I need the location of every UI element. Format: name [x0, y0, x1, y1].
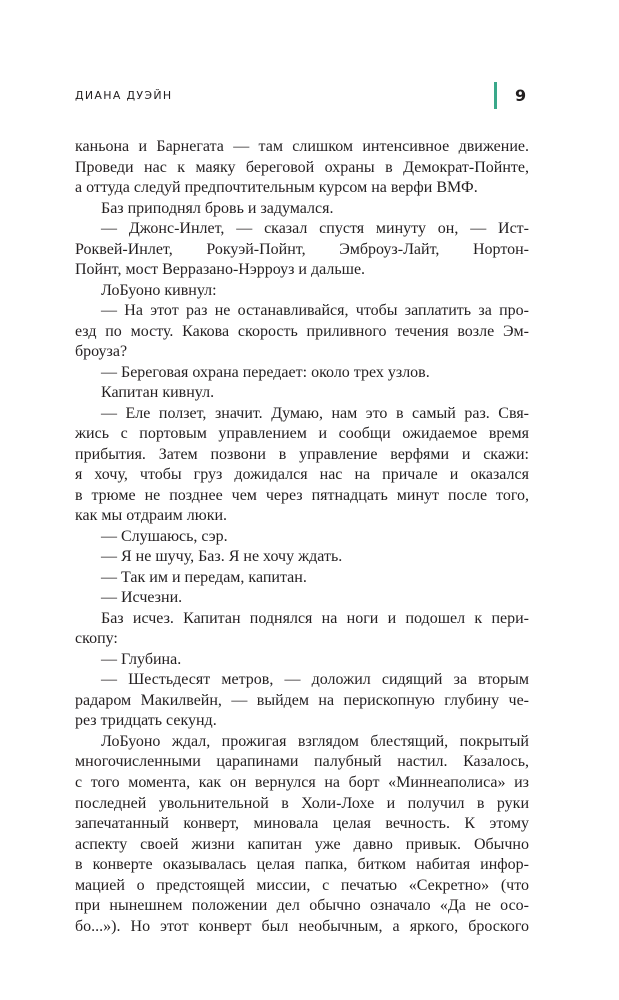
header-divider	[494, 82, 497, 109]
text-line: — Еле ползет, значит. Думаю, нам это в самый раз. Свя-	[101, 404, 529, 422]
text-line: Баз приподнял бровь и задумался.	[101, 199, 334, 217]
text-line: в конверте оказывалась целая папка, битком набитая инфор-	[75, 856, 529, 874]
text-line: аспекту своей жизни капитан уже давно привык. Обычно	[75, 835, 529, 853]
text-line: броуза?	[75, 343, 128, 361]
text-line: — Береговая охрана передает: около трех узлов.	[101, 363, 430, 381]
running-header-author: ДИАНА ДУЭЙН	[75, 89, 173, 102]
text-line: последней увольнительной в Холи-Лохе и получил в руки	[75, 794, 529, 812]
text-line: многочисленными царапинами палубный настил. Казалось,	[75, 753, 529, 771]
text-line: — Так им и передам, капитан.	[101, 568, 307, 586]
text-line: — Шестьдесят метров, — доложил сидящий за вторым	[101, 671, 529, 689]
text-line: Проведи нас к маяку береговой охраны в Демократ-Пойнте,	[75, 158, 529, 176]
text-line: — На этот раз не останавливайся, чтобы заплатить за про-	[101, 302, 529, 320]
text-line: при нынешнем положении дел обычно означало «Да не осо-	[75, 897, 529, 915]
text-line: как мы отдраим люки.	[75, 507, 228, 525]
text-line: жись с портовым управлением и сообщи ожидаемое время	[75, 425, 529, 443]
text-line: — Джонс-Инлет, — сказал спустя минуту он, — Ист-	[101, 220, 529, 238]
text-line: езд по мосту. Какова скорость приливного течения возле Эм-	[75, 322, 529, 340]
body-text	[75, 137, 529, 937]
text-line: радаром Макилвейн, — выйдем на перископную глубину че-	[75, 691, 529, 709]
text-line: с того момента, как он вернулся на борт «Миннеаполиса» из	[75, 773, 529, 791]
text-line: а оттуда следуй предпочтительным курсом на верфи ВМФ.	[75, 179, 478, 197]
text-line: бо...»). Но этот конверт был необычным, а яркого, броского	[75, 917, 529, 935]
text-line: ЛоБуоно ждал, прожигая взглядом блестящий, покрытый	[101, 732, 529, 750]
text-line: в трюме не позднее чем через пятнадцать минут после того,	[75, 486, 529, 504]
text-line: каньона и Барнегата — там слишком интенсивное движение.	[75, 138, 529, 155]
text-line: — Слушаюсь, сэр.	[101, 527, 228, 545]
text-line: ЛоБуоно кивнул:	[101, 281, 217, 299]
text-line: — Глубина.	[101, 650, 182, 668]
text-line: я хочу, чтобы груз дожидался нас на причале и оказался	[75, 466, 529, 484]
text-line: прибытия. Затем позвони в управление верфями и скажи:	[75, 445, 529, 463]
text-line: рез тридцать секунд.	[75, 712, 217, 730]
text-line: Пойнт, мост Верразано-Нэрроуз и дальше.	[75, 261, 366, 279]
text-line: мацией о предстоящей миссии, с печатью «Секретно» (что	[75, 876, 529, 894]
text-line: — Я не шучу, Баз. Я не хочу ждать.	[101, 548, 343, 566]
text-line: — Исчезни.	[101, 589, 183, 607]
text-line: Баз исчез. Капитан поднялся на ноги и подошел к пери-	[101, 609, 529, 627]
text-line: Капитан кивнул.	[101, 384, 215, 402]
text-line: Роквей-Инлет, Рокуэй-Пойнт, Эмброуз-Лайт, Нортон-	[75, 240, 529, 258]
text-line: скопу:	[75, 630, 118, 648]
page-number: 9	[515, 86, 527, 105]
text-line: запечатанный конверт, миновала целая вечность. К этому	[75, 815, 529, 833]
